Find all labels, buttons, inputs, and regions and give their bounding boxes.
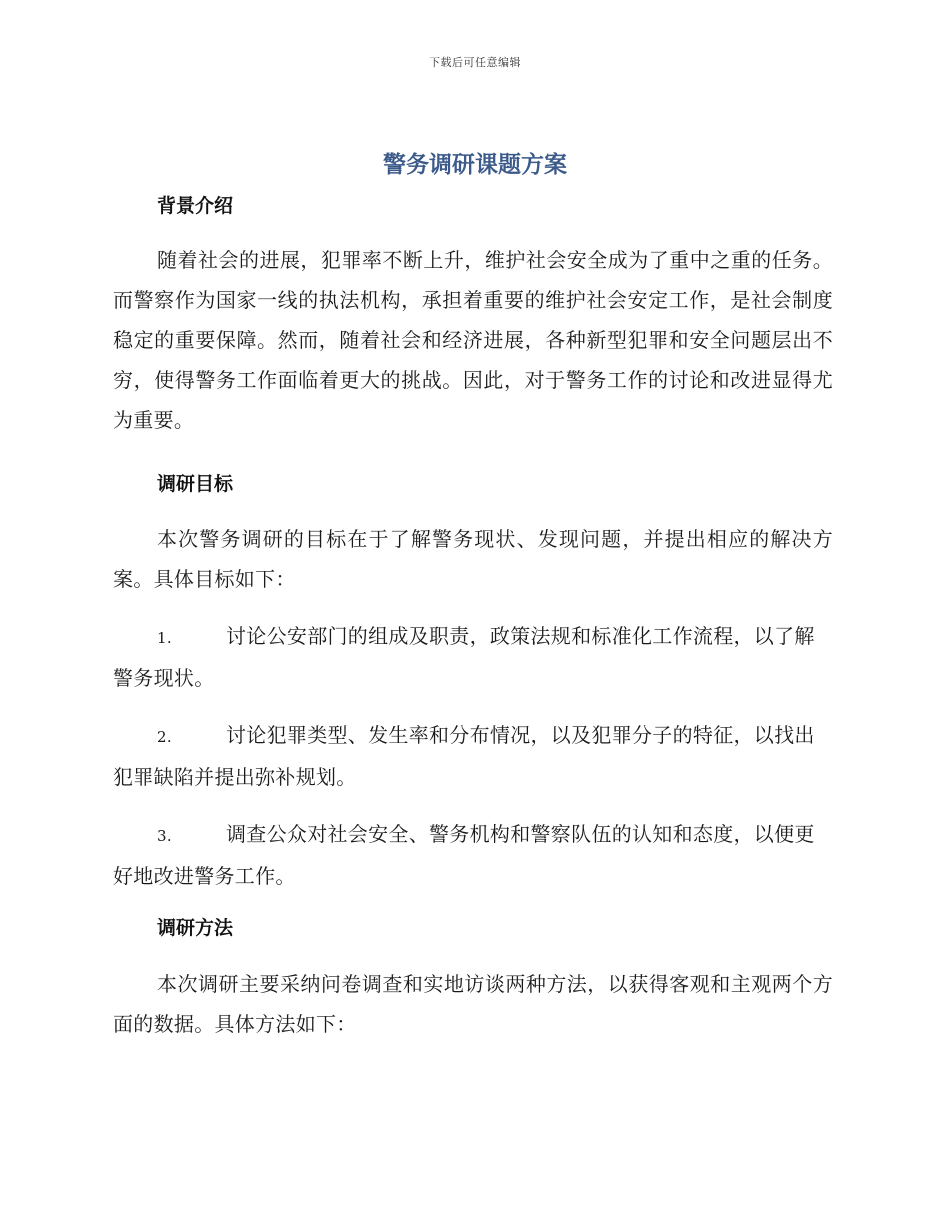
- section-objectives: [113, 464, 833, 896]
- list-text: 讨论公安部门的组成及职责，政策法规和标准化工作流程，以了解警务现状。: [113, 624, 815, 690]
- list-number: 1.: [157, 629, 172, 647]
- list-text: 调查公众对社会安全、警务机构和警察队伍的认知和态度，以便更好地改进警务工作。: [113, 822, 815, 888]
- section-heading: 调研目标: [157, 473, 234, 495]
- paragraph: 本次调研主要采纳问卷调查和实地访谈两种方法，以获得客观和主观两个方面的数据。具体方法如下：: [113, 972, 833, 1036]
- list-number: 3.: [157, 827, 172, 845]
- list-number: 2.: [157, 728, 172, 746]
- list-item: [113, 616, 833, 698]
- list-item: [113, 715, 833, 797]
- list-text: 讨论犯罪类型、发生率和分布情况，以及犯罪分子的特征，以找出犯罪缺陷并提出弥补规划。: [113, 723, 815, 789]
- list-item: [113, 814, 833, 896]
- section-background: [113, 186, 833, 440]
- section-heading: 调研方法: [157, 917, 234, 939]
- section-heading: 背景介绍: [157, 195, 234, 217]
- paragraph: 随着社会的进展，犯罪率不断上升，维护社会安全成为了重中之重的任务。而警察作为国家一线的执法机构，承担着重要的维护社会安定工作，是社会制度稳定的重要保障。然而，随着社会和经济进展，各种新型犯罪和安全问题层出不穷，使得警务工作面临着更大的挑战。因此，对于警务工作的讨论和改进显得尤为重要。: [113, 248, 833, 432]
- section-methods: [113, 908, 833, 1044]
- document-title: 警务调研课题方案: [383, 152, 567, 178]
- header-note: 下载后可任意编辑: [429, 56, 521, 69]
- paragraph: 本次警务调研的目标在于了解警务现状、发现问题，并提出相应的解决方案。具体目标如下：: [113, 527, 833, 591]
